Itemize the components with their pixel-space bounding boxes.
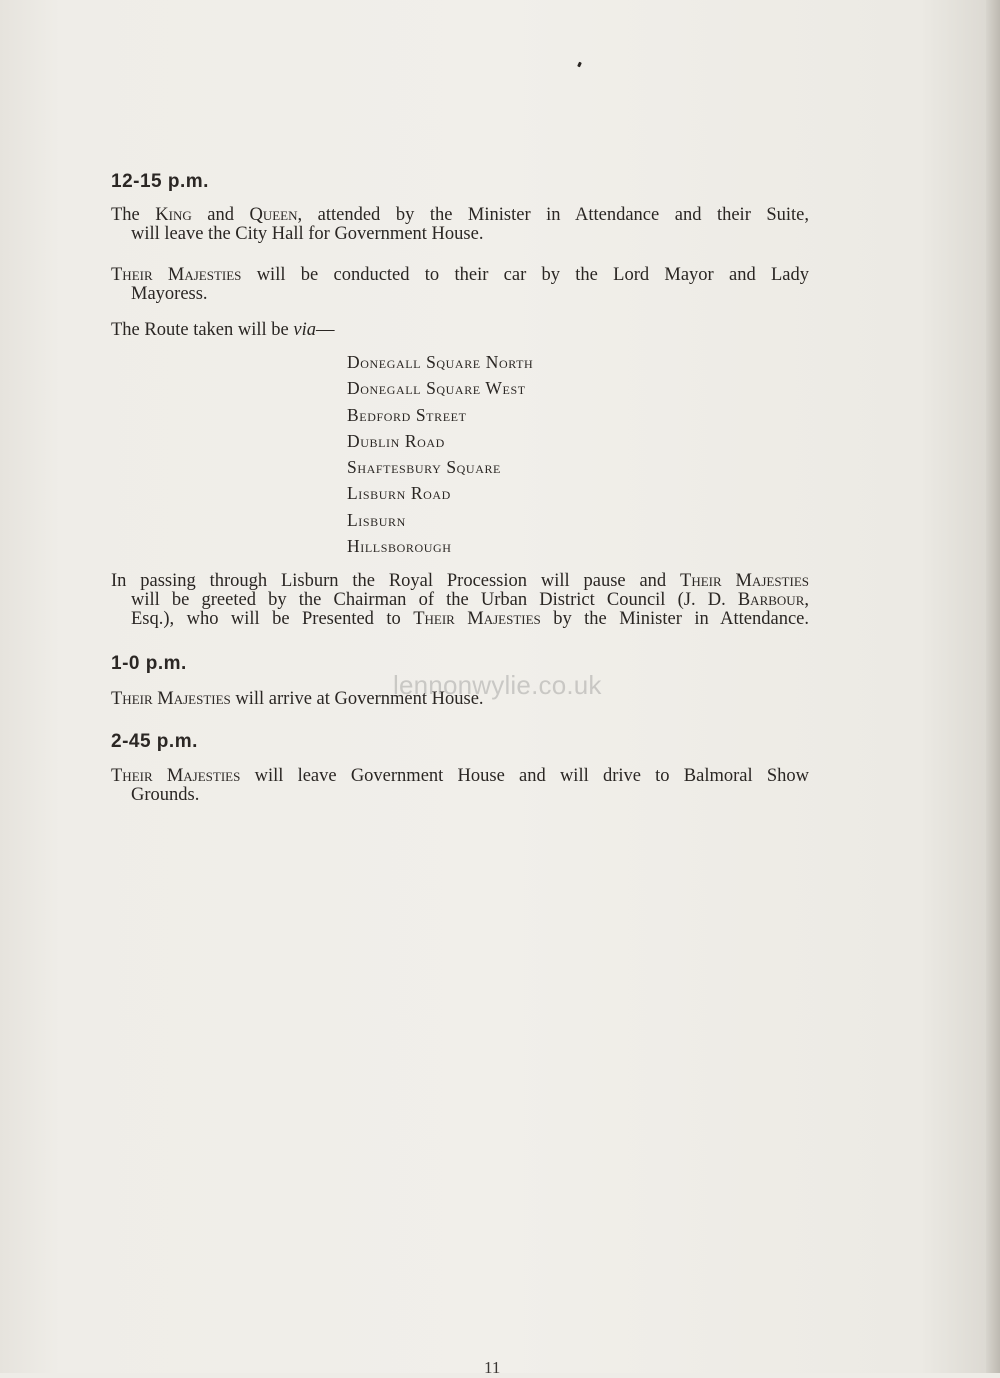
- paragraph-line: [111, 572, 809, 591]
- paragraph-route-intro: [111, 321, 809, 340]
- page-edge: [986, 0, 1000, 1373]
- text-king: King: [155, 205, 192, 225]
- paragraph-line: [111, 266, 809, 285]
- text-fragment: , attended by the Minister in Attendance and their Suite,: [297, 205, 810, 225]
- paragraph-lisburn-pause: [111, 572, 809, 629]
- time-heading-1215: 12-15 p.m.: [111, 171, 209, 192]
- route-list: [347, 349, 533, 559]
- text-fragment: and: [191, 205, 250, 225]
- paragraph-conducted-to-car: [111, 266, 809, 304]
- text-fragment: will be conducted to their car by the Lord Mayor and Lady: [241, 265, 809, 285]
- paragraph-line: will leave the City Hall for Government House.: [131, 224, 484, 244]
- route-item: Lisburn: [347, 509, 406, 530]
- page-number: 11: [484, 1358, 501, 1377]
- paragraph-drive-to-balmoral: [111, 767, 809, 805]
- route-item: Dublin Road: [347, 430, 445, 451]
- route-item: Shaftesbury Square: [347, 457, 501, 478]
- text-fragment: Esq.), who will be Presented to: [131, 609, 414, 629]
- route-item: Lisburn Road: [347, 483, 451, 504]
- text-their-majesties: Their Majesties: [413, 609, 541, 629]
- text-barbour: Barbour: [737, 590, 805, 610]
- paragraph-line: [111, 610, 809, 629]
- time-heading-100: 1-0 p.m.: [111, 653, 187, 674]
- text-their-majesties: Their Majesties: [111, 766, 241, 786]
- watermark: lennonwylie.co.uk: [393, 670, 602, 700]
- text-their-majesties: Their Majesties: [680, 571, 809, 591]
- text-their-majesties: Their Majesties: [111, 689, 231, 709]
- route-item: Hillsborough: [347, 536, 452, 557]
- text-fragment: —: [316, 320, 335, 340]
- text-their-majesties: Their Majesties: [111, 265, 242, 285]
- paragraph-line: [111, 591, 809, 610]
- route-item: Donegall Square North: [347, 352, 534, 372]
- time-heading-245: 2-45 p.m.: [111, 731, 198, 752]
- text-fragment: will arrive at Government House.: [230, 689, 484, 709]
- route-item: Donegall Square West: [347, 378, 526, 399]
- paragraph-line: Mayoress.: [131, 284, 208, 304]
- text-fragment: by the Minister in Attendance.: [540, 609, 809, 629]
- text-fragment: In passing through Lisburn the Royal Procession will pause and: [111, 571, 681, 591]
- paragraph-king-queen-leave: [111, 206, 809, 244]
- paragraph-line: [111, 206, 809, 225]
- route-item: Bedford Street: [347, 404, 467, 425]
- text-fragment: The: [111, 205, 156, 225]
- paragraph-line: [111, 767, 809, 786]
- text-queen: Queen: [249, 205, 298, 225]
- text-fragment: ,: [804, 590, 809, 610]
- text-via: via: [293, 320, 316, 340]
- text-fragment: will be greeted by the Chairman of the Urban District Council (J. D.: [131, 590, 738, 610]
- text-fragment: will leave Government House and will drive to Balmoral Show: [240, 766, 809, 786]
- text-fragment: The Route taken will be: [111, 320, 294, 340]
- paragraph-line: Grounds.: [131, 785, 200, 805]
